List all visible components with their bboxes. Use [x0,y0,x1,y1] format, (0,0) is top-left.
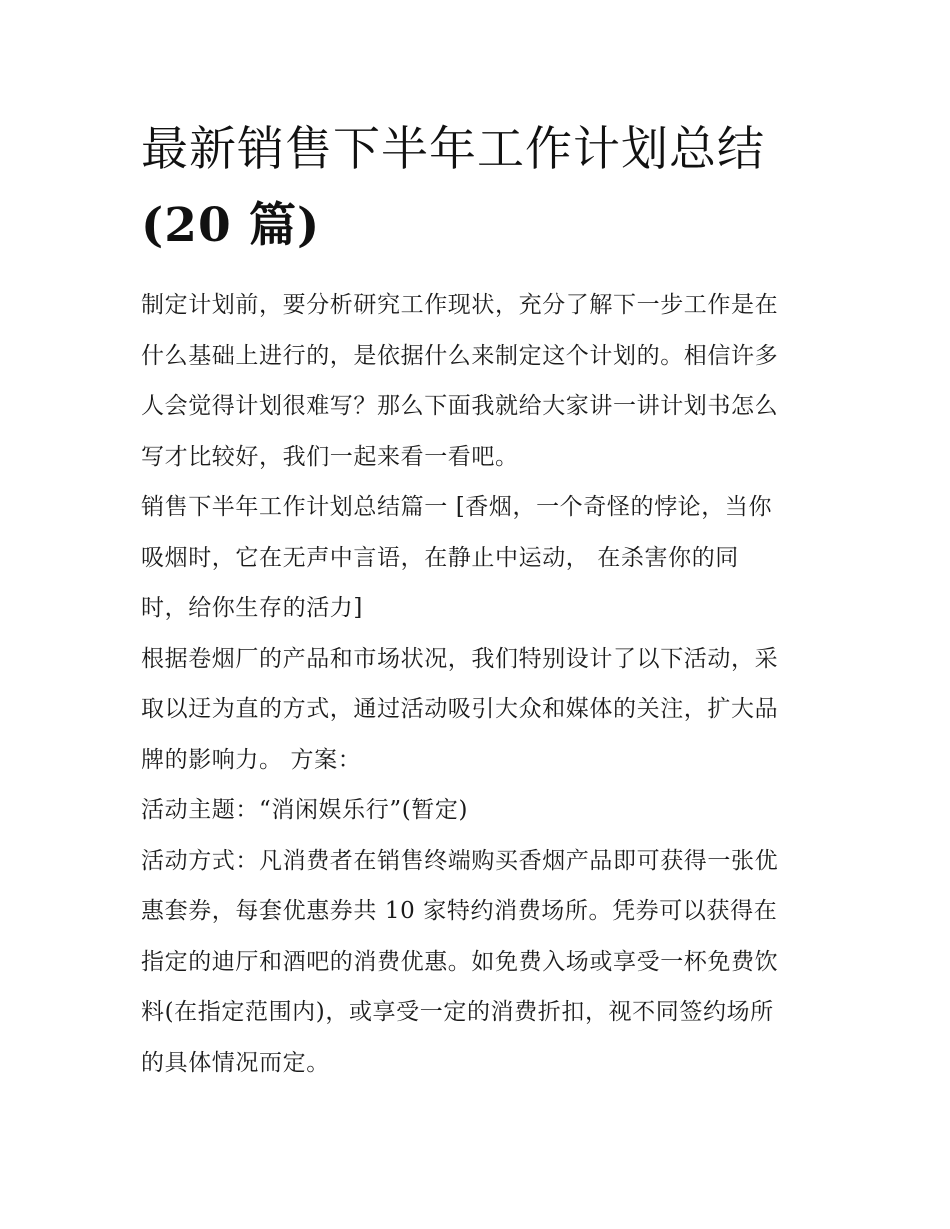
paragraph-line: 活动主题：“消闲娱乐行”(暂定) [141,797,469,823]
document-body [141,280,813,1088]
paragraph-line: 制定计划前，要分析研究工作现状，充分了解下一步工作是在 [141,292,779,318]
paragraph-line: 的具体情况而定。 [141,1049,330,1076]
paragraph-line: 什么基础上进行的，是依据什么来制定这个计划的。相信许多 [141,342,779,369]
paragraph-activity-method [141,836,813,1089]
paragraph-line: 吸烟时，它在无声中言语，在静止中运动， 在杀害你的同 [141,544,739,571]
paragraph-line: 写才比较好，我们一起来看一看吧。 [141,443,519,470]
paragraph-line: 料(在指定范围内)，或享受一定的消费折扣，视不同签约场所 [141,999,774,1025]
paragraph-line: 指定的迪厅和酒吧的消费优惠。如免费入场或享受一杯免费饮 [141,948,779,975]
title-line-2: (20 篇) [141,198,321,253]
paragraph-line: 根据卷烟厂的产品和市场状况，我们特别设计了以下活动，采 [141,645,779,672]
paragraph-section-heading [141,482,813,634]
paragraph-line: 取以迂为直的方式，通过活动吸引大众和媒体的关注，扩大品 [141,696,779,722]
paragraph-line: 时，给你生存的活力] [141,595,363,621]
title-line-1: 最新销售下半年工作计划总结 [141,122,765,177]
document-title [141,112,813,264]
paragraph-line: 人会觉得计划很难写？那么下面我就给大家讲一讲计划书怎么 [141,393,779,419]
paragraph-activity-theme [141,785,813,836]
paragraph-intro [141,280,813,482]
paragraph-plan-overview [141,634,813,786]
paragraph-line: 销售下半年工作计划总结篇一 [香烟，一个奇怪的悖论，当你 [141,494,773,520]
paragraph-line: 惠套券，每套优惠券共 10 家特约消费场所。凭券可以获得在 [141,898,778,924]
paragraph-line: 牌的影响力。 方案： [141,746,362,773]
paragraph-line: 活动方式：凡消费者在销售终端购买香烟产品即可获得一张优 [141,847,779,874]
document-page [141,112,813,1088]
